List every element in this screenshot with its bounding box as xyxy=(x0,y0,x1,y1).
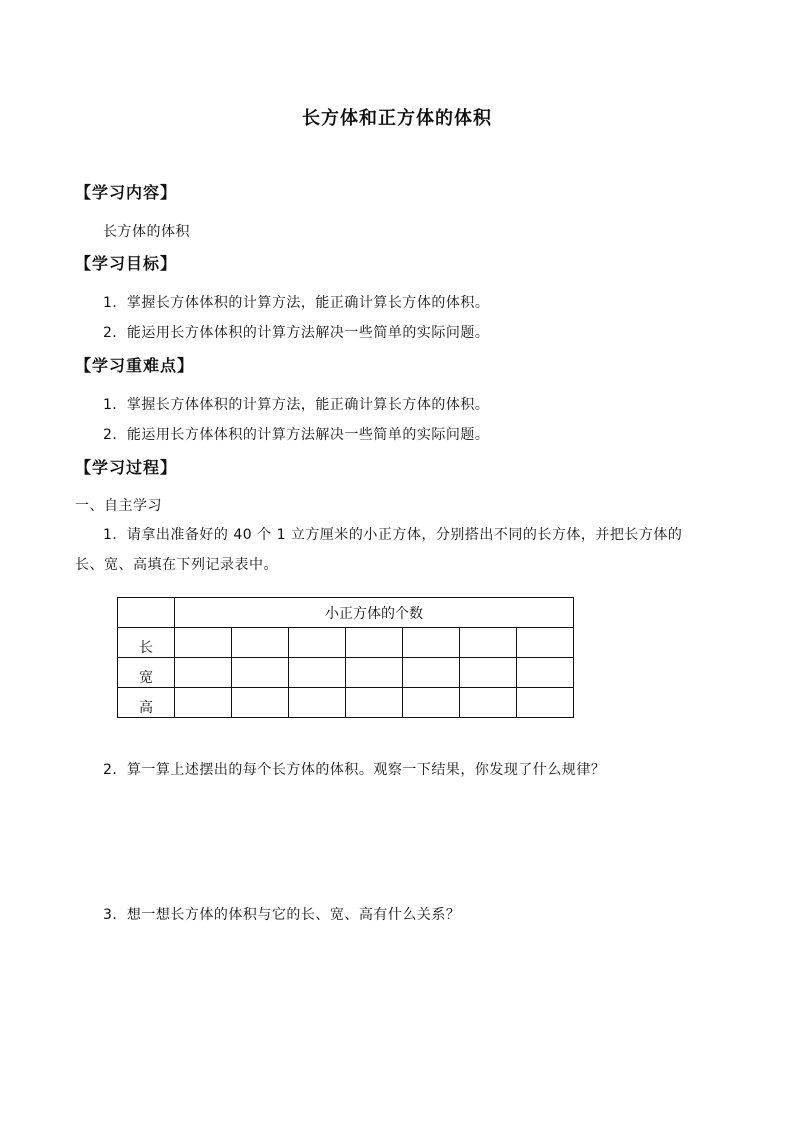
table-header-row xyxy=(118,598,574,628)
table-cell[interactable] xyxy=(403,688,460,718)
table-row-height xyxy=(118,688,574,718)
document-title: 长方体和正方体的体积 xyxy=(302,108,492,129)
goal-item-2: 2．能运用长方体体积的计算方法解决一些简单的实际问题。 xyxy=(103,325,490,341)
question-1-line-2: 长、宽、高填在下列记录表中。 xyxy=(75,557,278,573)
table-cell[interactable] xyxy=(460,628,517,658)
table-row-width xyxy=(118,658,574,688)
heading-key-points: 【学习重难点】 xyxy=(75,356,195,375)
table-cell[interactable] xyxy=(289,658,346,688)
row-label-height: 高 xyxy=(118,688,175,718)
key-point-item-2: 2．能运用长方体体积的计算方法解决一些简单的实际问题。 xyxy=(103,427,490,443)
table-cell[interactable] xyxy=(517,658,574,688)
table-cell[interactable] xyxy=(175,658,232,688)
table-corner-cell xyxy=(118,598,175,628)
table-header-cell: 小正方体的个数 xyxy=(175,598,574,628)
table-cell[interactable] xyxy=(289,628,346,658)
table-cell[interactable] xyxy=(232,658,289,688)
table-cell[interactable] xyxy=(232,688,289,718)
table-cell[interactable] xyxy=(346,688,403,718)
key-point-item-1: 1．掌握长方体体积的计算方法，能正确计算长方体的体积。 xyxy=(103,397,490,413)
subheading-self-study: 一、自主学习 xyxy=(75,498,162,514)
question-1-line-1: 1．请拿出准备好的 40 个 1 立方厘米的小正方体，分别搭出不同的长方体，并把长方体的 xyxy=(103,527,683,543)
table-cell[interactable] xyxy=(175,628,232,658)
table-cell[interactable] xyxy=(232,628,289,658)
record-table xyxy=(117,597,574,718)
goal-item-1: 1．掌握长方体体积的计算方法，能正确计算长方体的体积。 xyxy=(103,295,490,311)
table-cell[interactable] xyxy=(403,658,460,688)
table-cell[interactable] xyxy=(403,628,460,658)
table-cell[interactable] xyxy=(175,688,232,718)
learning-content-text: 长方体的体积 xyxy=(103,224,190,240)
table-cell[interactable] xyxy=(346,628,403,658)
table-cell[interactable] xyxy=(460,688,517,718)
table-row-length xyxy=(118,628,574,658)
row-label-width: 宽 xyxy=(118,658,175,688)
table-cell[interactable] xyxy=(517,688,574,718)
question-3: 3．想一想长方体的体积与它的长、宽、高有什么关系？ xyxy=(103,907,461,923)
table-cell[interactable] xyxy=(346,658,403,688)
row-label-length: 长 xyxy=(118,628,175,658)
table-cell[interactable] xyxy=(460,658,517,688)
heading-learning-process: 【学习过程】 xyxy=(75,458,178,477)
table-cell[interactable] xyxy=(517,628,574,658)
heading-learning-goals: 【学习目标】 xyxy=(75,254,178,273)
table-cell[interactable] xyxy=(289,688,346,718)
heading-learning-content: 【学习内容】 xyxy=(75,183,178,202)
question-2: 2．算一算上述摆出的每个长方体的体积。观察一下结果，你发现了什么规律？ xyxy=(103,762,606,778)
